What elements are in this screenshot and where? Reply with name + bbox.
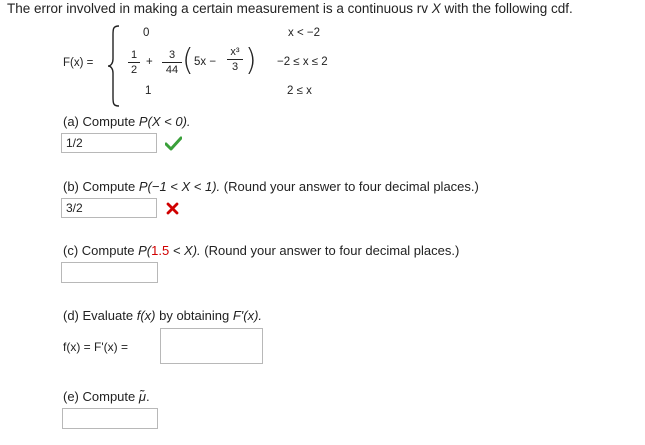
part-e-question: [63, 389, 150, 404]
part-c-answer-input[interactable]: [61, 262, 158, 283]
part-c-question: [63, 243, 459, 258]
cdf-row1-value: 0: [143, 27, 150, 39]
part-c-label: (c) Compute: [63, 243, 139, 258]
part-c-math-open: P(: [138, 243, 152, 258]
intro-text: The error involved in making a certain measurement is a continuous rv: [7, 1, 432, 16]
part-d-answer-input[interactable]: [160, 328, 263, 364]
left-paren: (: [182, 43, 194, 78]
fraction-denominator: 3: [231, 61, 239, 73]
term-5x: 5x −: [194, 56, 217, 68]
intro-suffix: with the following cdf.: [440, 1, 573, 16]
problem-statement: [7, 1, 573, 16]
cross-icon: [166, 202, 179, 215]
fraction-coefficient: [162, 49, 182, 76]
right-paren: ): [245, 43, 257, 78]
cdf-lhs: F(x) =: [63, 57, 94, 69]
cdf-row3-value: 1: [145, 85, 152, 97]
part-e-label: (e) Compute: [63, 389, 139, 404]
cdf-row1-condition: x < −2: [288, 27, 320, 39]
fraction-denominator: 44: [165, 64, 179, 76]
checkmark-icon: [165, 136, 182, 151]
part-b-answer-input[interactable]: [61, 198, 157, 218]
fraction-denominator: 2: [130, 64, 138, 76]
part-c-math-rest: < X).: [169, 243, 201, 258]
plus-sign: +: [146, 56, 153, 68]
part-a-math: P(X < 0).: [138, 114, 191, 129]
part-d-label: (d) Evaluate: [63, 308, 137, 323]
part-e-median-symbol: μ̃: [138, 389, 146, 404]
part-e-period: .: [146, 389, 150, 404]
part-a-answer-input[interactable]: [61, 133, 157, 153]
part-a-question: [63, 114, 191, 129]
fraction-one-half: [128, 49, 140, 76]
part-d-equation-label: f(x) = F'(x) =: [63, 340, 128, 354]
part-b-instructions: (Round your answer to four decimal places.): [220, 179, 479, 194]
fraction-cube: [227, 46, 243, 73]
part-d-Fprime: F'(x).: [232, 308, 263, 323]
part-b-label: (b) Compute: [63, 179, 139, 194]
cdf-row3-condition: 2 ≤ x: [287, 85, 312, 97]
fraction-numerator: 1: [130, 49, 138, 61]
cdf-row2-condition: −2 ≤ x ≤ 2: [277, 56, 328, 68]
part-d-question: [63, 308, 262, 323]
part-c-highlighted-number: 1.5: [151, 243, 170, 258]
cdf-brace: [107, 25, 121, 107]
part-e-answer-input[interactable]: [62, 408, 158, 429]
fraction-numerator: 3: [168, 49, 176, 61]
part-d-mid-text: by obtaining: [155, 308, 233, 323]
part-a-label: (a) Compute: [63, 114, 139, 129]
part-c-instructions: (Round your answer to four decimal places.): [200, 243, 460, 258]
part-b-math: P(−1 < X < 1).: [138, 179, 221, 194]
fraction-numerator: x³: [230, 46, 240, 58]
part-d-fx: f(x): [136, 308, 156, 323]
part-b-question: [63, 179, 479, 194]
intro-variable: X: [431, 1, 441, 16]
